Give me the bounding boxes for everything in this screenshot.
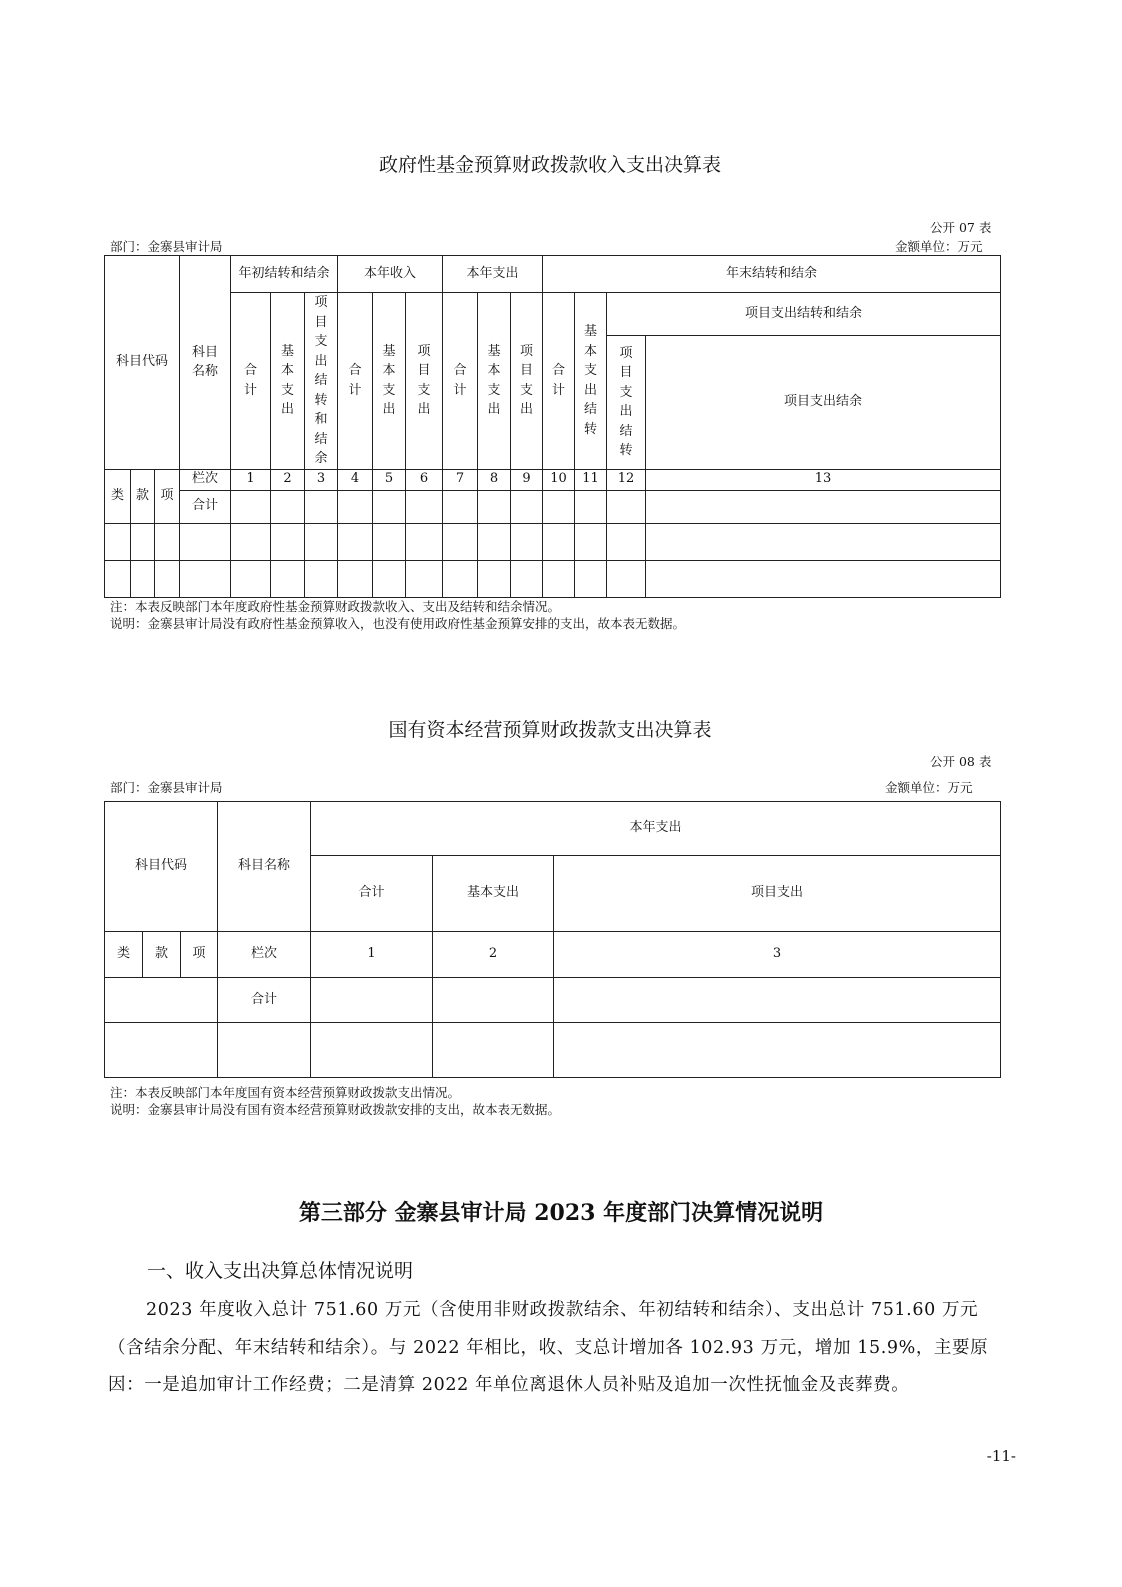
t07-lanci: 栏次 — [180, 469, 231, 490]
t07-end-proj-carry: 项目支出结转 — [607, 335, 646, 469]
table08-code: 公开 08 表 — [930, 754, 992, 769]
t07-col-num: 6 — [406, 469, 443, 490]
t07-head-income: 本年收入 — [338, 256, 443, 293]
table08-title: 国有资本经营预算财政拨款支出决算表 — [388, 719, 712, 741]
t08-kuan: 款 — [143, 932, 181, 978]
section1-heading: 一、收入支出决算总体情况说明 — [147, 1260, 414, 1282]
t07-income-basic: 基本支出 — [373, 293, 406, 470]
t07-head-expend: 本年支出 — [443, 256, 543, 293]
t07-col-num: 2 — [271, 469, 305, 490]
t08-head-code: 科目代码 — [105, 802, 218, 932]
t07-head-end: 年末结转和结余 — [543, 256, 1001, 293]
t07-income-project: 项目支出 — [406, 293, 443, 470]
t07-col-num: 10 — [543, 469, 575, 490]
t08-head-basic: 基本支出 — [433, 856, 554, 932]
t07-income-total: 合计 — [338, 293, 373, 470]
t07-col-num: 12 — [607, 469, 646, 490]
table-row — [105, 560, 1001, 597]
part3-heading: 第三部分 金寨县审计局 2023 年度部门决算情况说明 — [298, 1200, 824, 1226]
t07-col-num: 5 — [373, 469, 406, 490]
t08-xiang: 项 — [181, 932, 218, 978]
table08-unit: 金额单位：万元 — [885, 780, 973, 795]
t07-col-num: 4 — [338, 469, 373, 490]
table07-note: 注：本表反映部门本年度政府性基金预算财政拨款收入、支出及结转和结余情况。 — [110, 599, 561, 614]
table07-title: 政府性基金预算财政拨款收入支出决算表 — [378, 154, 721, 176]
t07-begin-basic: 基本支出 — [271, 293, 305, 470]
t07-row-total: 合计 — [180, 490, 231, 523]
table08-explain: 说明：金寨县审计局没有国有资本经营预算财政拨款安排的支出，故本表无数据。 — [110, 1102, 561, 1117]
t08-col-num: 1 — [311, 932, 433, 978]
table07-dept: 部门：金寨县审计局 — [110, 239, 223, 254]
t08-lanci: 栏次 — [218, 932, 311, 978]
t08-lei: 类 — [105, 932, 143, 978]
table08-dept: 部门：金寨县审计局 — [110, 780, 223, 795]
t07-expend-project: 项目支出 — [511, 293, 543, 470]
table07-code: 公开 07 表 — [930, 220, 992, 235]
t07-col-num: 1 — [231, 469, 271, 490]
t07-begin-project: 项目支出结转和结余 — [305, 293, 338, 470]
table-row — [105, 523, 1001, 560]
table07-unit: 金额单位：万元 — [895, 239, 983, 254]
t07-end-proj-carry-bal: 项目支出结转和结余 — [607, 293, 1001, 336]
t08-head-project: 项目支出 — [554, 856, 1001, 932]
table07 — [104, 255, 1001, 598]
t08-head-name: 科目名称 — [218, 802, 311, 932]
t08-col-num: 3 — [554, 932, 1001, 978]
t07-expend-basic: 基本支出 — [478, 293, 511, 470]
t08-col-num: 2 — [433, 932, 554, 978]
t07-col-num: 11 — [575, 469, 607, 490]
page-number: -11- — [986, 1447, 1016, 1465]
t07-end-proj-balance: 项目支出结余 — [646, 335, 1001, 469]
t07-end-total: 合计 — [543, 293, 575, 470]
section1-paragraph: 2023 年度收入总计 751.60 万元（含使用非财政拨款结余、年初结转和结余）、支出总计 751.60 万元（含结余分配、年末结转和结余）。与 2022 年相比，收、支总计增加各 102.93 万元，增加 15.9%，主要原因：一是追加审计工作经费；二是清算 2022 年单位离退休人员补贴及追加一次性抚恤金及丧葬费。 — [108, 1300, 989, 1395]
t07-head-begin: 年初结转和结余 — [231, 256, 338, 293]
t07-lei: 类 — [105, 469, 131, 523]
t07-col-num: 13 — [646, 469, 1001, 490]
t08-head-expend: 本年支出 — [311, 802, 1001, 856]
table08 — [104, 801, 1001, 1078]
t07-end-basic-carry: 基本支出结转 — [575, 293, 607, 470]
table08-note: 注：本表反映部门本年度国有资本经营预算财政拨款支出情况。 — [110, 1085, 461, 1100]
table07-explain: 说明：金寨县审计局没有政府性基金预算收入，也没有使用政府性基金预算安排的支出，故本表无数据。 — [110, 616, 686, 631]
t07-expend-total: 合计 — [443, 293, 478, 470]
t07-head-code: 科目代码 — [105, 256, 180, 470]
t08-head-total: 合计 — [311, 856, 433, 932]
t07-head-name: 科目名称 — [180, 256, 231, 470]
table-row — [105, 1023, 1001, 1078]
t07-kuan: 款 — [131, 469, 155, 523]
t07-begin-total: 合计 — [231, 293, 271, 470]
t07-col-num: 8 — [478, 469, 511, 490]
t07-xiang: 项 — [155, 469, 180, 523]
t08-row-total: 合计 — [218, 978, 311, 1023]
t07-col-num: 9 — [511, 469, 543, 490]
t07-col-num: 3 — [305, 469, 338, 490]
t07-col-num: 7 — [443, 469, 478, 490]
